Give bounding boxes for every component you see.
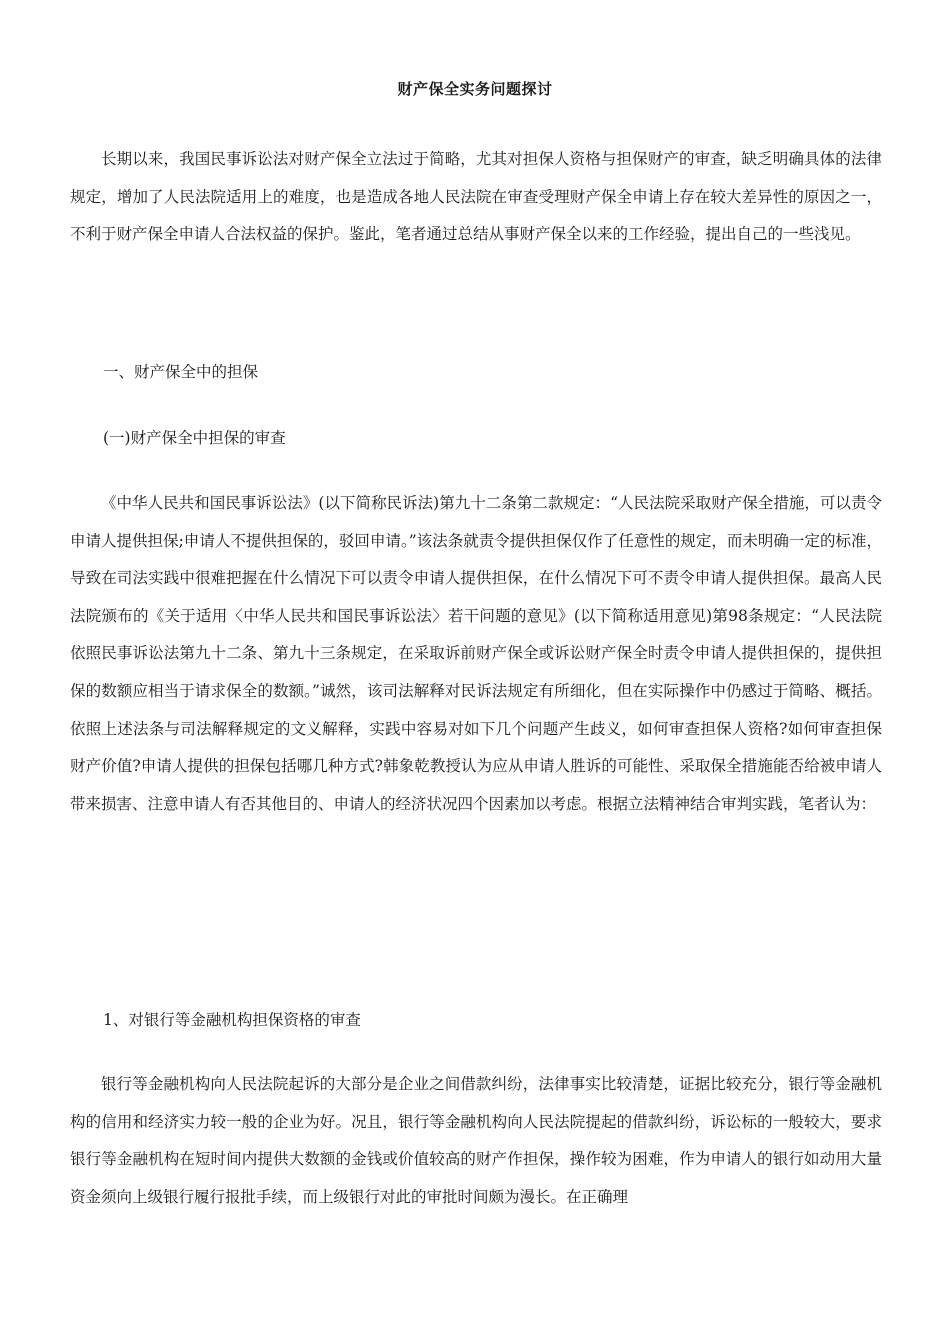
paragraph-intro: 长期以来，我国民事诉讼法对财产保全立法过于简略，尤其对担保人资格与担保财产的审查，缺乏明确具体的法律规定，增加了人民法院适用上的难度，也是造成各地人民法院在审查受理财产保全申请上存在较大差异性的原因之一，不利于财产保全申请人合法权益的保护。鉴此，笔者通过总结从事财产保全以来的工作经验，提出自己的一些浅见。 xyxy=(70,150,882,244)
section-heading-1: 一、财产保全中的担保 xyxy=(103,363,259,381)
paragraph-guarantee-review: 《中华人民共和国民事诉讼法》(以下简称民诉法)第九十二条第二款规定：“人民法院采取财产保全措施，可以责令申请人提供担保;申请人不提供担保的，驳回申请。”该法条就责令提供担保仅作了任意性的规定，而未明确一定的标准，导致在司法实践中很难把握在什么情况下可以责令申请人提供担保，在什么情况下可不责令申请人提供担保。最高人民法院颁布的《关于适用〈中华人民共和国民事诉讼法〉若干问题的意见》(以下简称适用意见)第98条规定：“人民法院依照民事诉讼法第九十二条、第九十三条规定，在采取诉前财产保全或诉讼财产保全时责令申请人提供担保的，提供担保的数额应相当于请求保全的数额。”诚然，该司法解释对民诉法规定有所细化，但在实际操作中仍感过于简略、概括。依照上述法条与司法解释规定的文义解释，实践中容易对如下几个问题产生歧义，如何审查担保人资格?如何审查担保财产价值?申请人提供的担保包括哪几种方式?韩象乾教授认为应从申请人胜诉的可能性、采取保全措施能否给被申请人带来损害、注意申请人有否其他目的、申请人的经济状况四个因素加以考虑。根据立法精神结合审判实践，笔者认为： xyxy=(70,494,882,813)
paragraph-bank-guarantee: 银行等金融机构向人民法院起诉的大部分是企业之间借款纠纷，法律事实比较清楚，证据比较充分，银行等金融机构的信用和经济实力较一般的企业为好。况且，银行等金融机构向人民法院提起的借款纠纷，诉讼标的一般较大，要求银行等金融机构在短时间内提供大数额的金钱或价值较高的财产作担保，操作较为困难，作为申请人的银行如动用大量资金须向上级银行履行报批手续，而上级银行对此的审批时间颇为漫长。在正确理 xyxy=(70,1075,882,1206)
subsection-heading-1-1-1: 1、对银行等金融机构担保资格的审查 xyxy=(103,1011,361,1029)
document-title: 财产保全实务问题探讨 xyxy=(397,80,553,98)
subsection-heading-1-1: (一)财产保全中担保的审查 xyxy=(103,429,286,447)
